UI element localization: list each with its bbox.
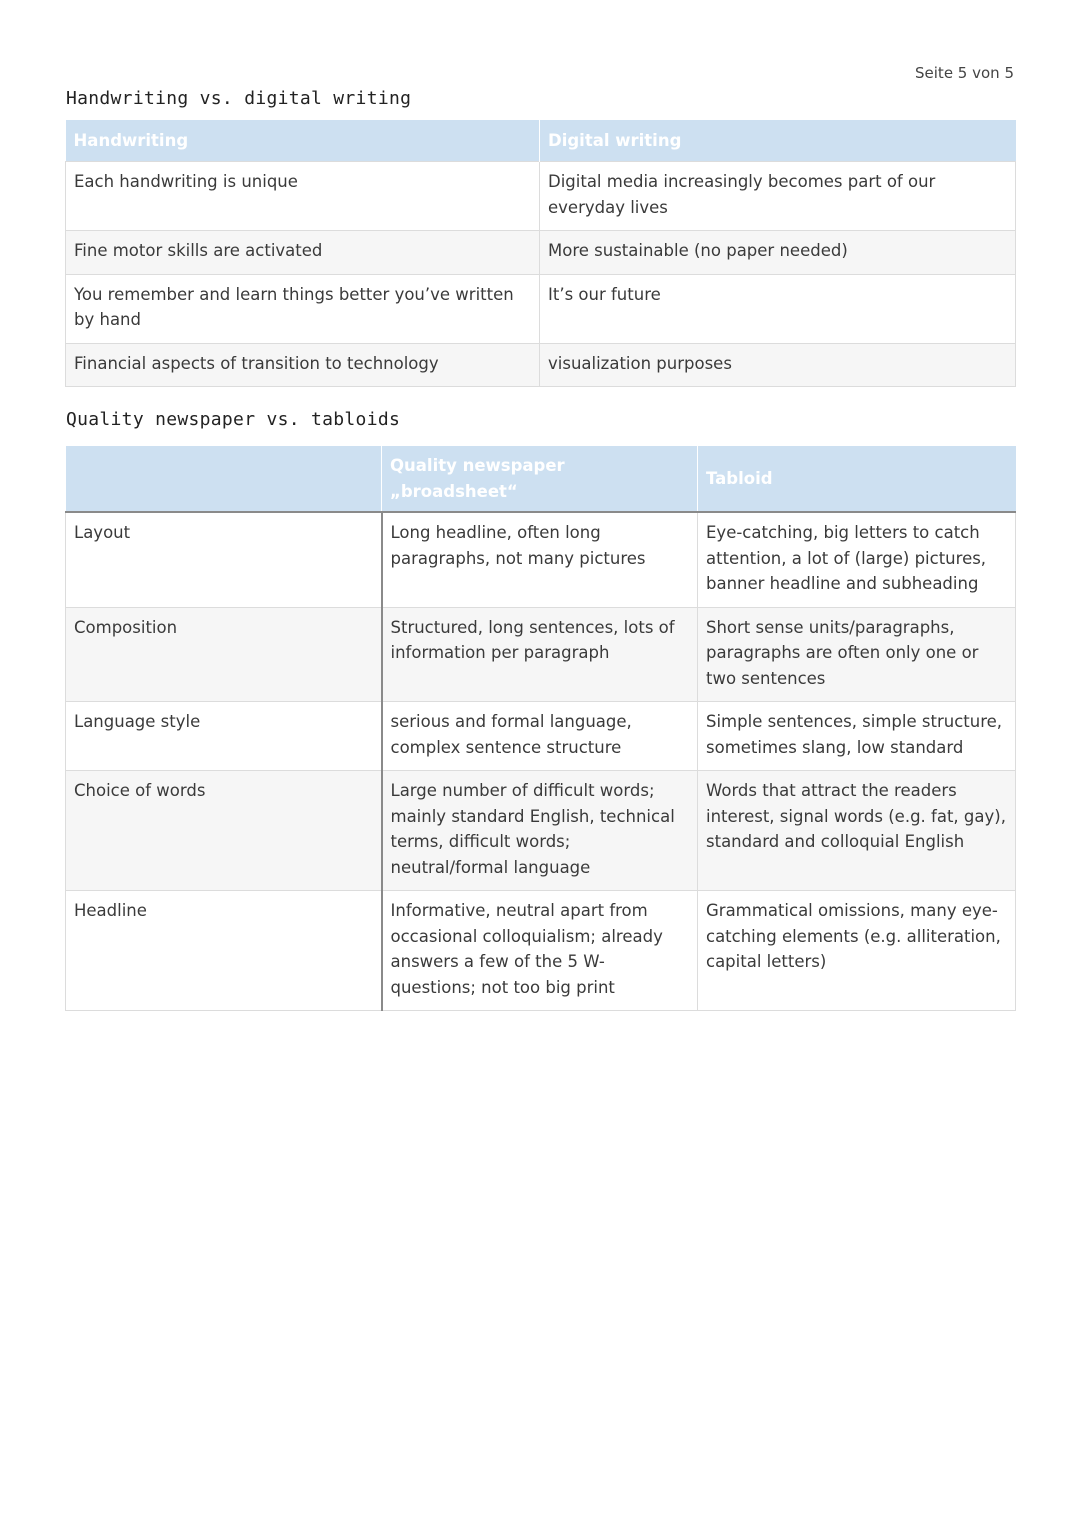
table-cell: visualization purposes — [540, 343, 1016, 387]
table-row — [66, 771, 1016, 891]
table-cell: Short sense units/paragraphs, paragraphs are often only one or two sentences — [698, 607, 1016, 702]
table-row — [66, 891, 1016, 1011]
table-cell: Each handwriting is unique — [66, 162, 540, 231]
table-row — [66, 607, 1016, 702]
table-cell: Large number of difficult words; mainly standard English, technical terms, difficult words; neutral/formal language — [382, 771, 698, 891]
header-empty — [66, 446, 382, 512]
section-title-writing: Handwriting vs. digital writing — [66, 88, 412, 109]
table-cell: It’s our future — [540, 274, 1016, 343]
table-row — [66, 512, 1016, 607]
newspaper-comparison-table — [65, 446, 1016, 1011]
table-row — [66, 162, 1016, 231]
table-cell: Informative, neutral apart from occasional colloquialism; already answers a few of the 5 W-questions; not too big print — [382, 891, 698, 1011]
table-cell: Structured, long sentences, lots of information per paragraph — [382, 607, 698, 702]
table-row — [66, 343, 1016, 387]
table-row — [66, 231, 1016, 275]
header-digital-writing: Digital writing — [540, 120, 1016, 162]
row-label: Layout — [66, 512, 382, 607]
table-cell: Eye-catching, big letters to catch attention, a lot of (large) pictures, banner headline and subheading — [698, 512, 1016, 607]
table-header-row — [66, 120, 1016, 162]
page-number: Seite 5 von 5 — [915, 64, 1014, 82]
row-label: Choice of words — [66, 771, 382, 891]
table-cell: Words that attract the readers interest, signal words (e.g. fat, gay), standard and colloquial English — [698, 771, 1016, 891]
table-cell: You remember and learn things better you’ve written by hand — [66, 274, 540, 343]
table-cell: More sustainable (no paper needed) — [540, 231, 1016, 275]
section-title-newspapers: Quality newspaper vs. tabloids — [66, 409, 401, 430]
table-row — [66, 274, 1016, 343]
row-label: Composition — [66, 607, 382, 702]
table-cell: Financial aspects of transition to technology — [66, 343, 540, 387]
header-tabloid: Tabloid — [698, 446, 1016, 512]
table-cell: Grammatical omissions, many eye-catching elements (e.g. alliteration, capital letters) — [698, 891, 1016, 1011]
table-row — [66, 702, 1016, 771]
table-cell: Simple sentences, simple structure, sometimes slang, low standard — [698, 702, 1016, 771]
table-cell: Long headline, often long paragraphs, not many pictures — [382, 512, 698, 607]
row-label: Headline — [66, 891, 382, 1011]
writing-comparison-table — [65, 120, 1016, 387]
table-header-row — [66, 446, 1016, 512]
row-label: Language style — [66, 702, 382, 771]
table-cell: serious and formal language, complex sentence structure — [382, 702, 698, 771]
table-cell: Digital media increasingly becomes part of our everyday lives — [540, 162, 1016, 231]
header-quality-newspaper: Quality newspaper „broadsheet“ — [382, 446, 698, 512]
table-cell: Fine motor skills are activated — [66, 231, 540, 275]
header-handwriting: Handwriting — [66, 120, 540, 162]
